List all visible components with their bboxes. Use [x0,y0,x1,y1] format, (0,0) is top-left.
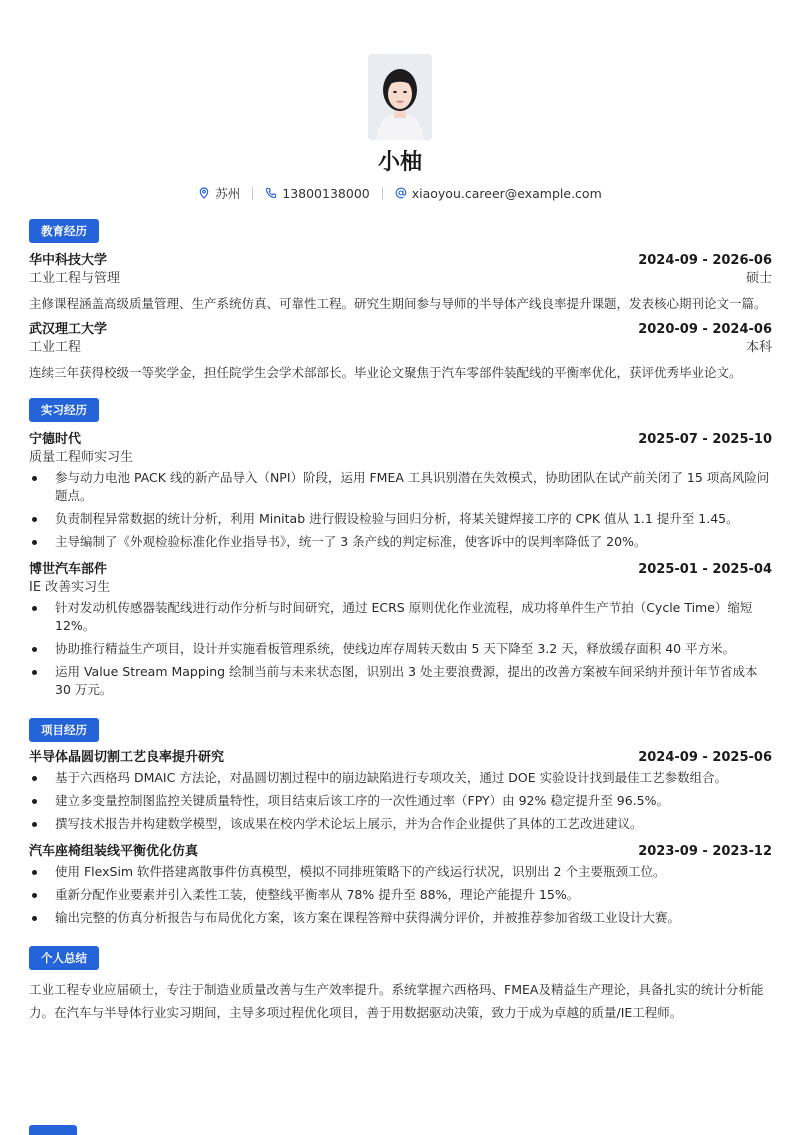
project-name: 汽车座椅组装线平衡优化仿真 [29,844,199,859]
location-icon [198,187,210,199]
education-row-sub [29,339,772,357]
project-bullets [29,863,772,927]
list-item: 输出完整的仿真分析报告与布局优化方案，该方案在课程答辩中获得满分评价，并被推荐参加省级工业设计大赛。 [29,909,772,927]
internship-period: 2025-07 - 2025-10 [638,432,772,447]
section-title-summary: 个人总结 [29,946,99,970]
project-row-main [29,749,772,767]
contact-line [0,184,800,202]
project-row-main [29,843,772,861]
education-entry [29,321,772,384]
education-row-sub [29,270,772,288]
internship-entry [29,561,772,699]
candidate-name: 小柚 [377,150,422,175]
contact-phone [253,186,381,201]
internship-row-main [29,561,772,579]
internship-row-main [29,431,772,449]
list-item: 主导编制了《外观检验标准化作业指导书》，统一了 3 条产线的判定标准，使客诉中的误判率降低了 20%。 [29,533,772,551]
internship-period: 2025-01 - 2025-04 [638,562,772,577]
resume-header [0,54,800,202]
internship-row-sub [29,579,772,597]
role: IE 改善实习生 [29,580,111,595]
education-section [29,219,772,384]
city-text: 苏州 [215,186,241,201]
role: 质量工程师实习生 [29,450,134,465]
education-period: 2020-09 - 2024-06 [638,322,772,337]
projects-section [29,718,772,927]
education-description: 主修课程涵盖高级质量管理、生产系统仿真、可靠性工程。研究生期间参与导师的半导体产线良率提升课题，发表核心期刊论文一篇。 [29,296,767,311]
company-name: 博世汽车部件 [29,562,108,577]
section-title-education: 教育经历 [29,219,99,243]
contact-city [186,184,252,202]
internship-section [29,398,772,699]
project-name: 半导体晶圆切割工艺良率提升研究 [29,750,225,765]
phone-icon [265,187,277,199]
list-item: 建立多变量控制图监控关键质量特性，项目结束后该工序的一次性通过率（FPY）由 92% 稳定提升至 96.5%。 [29,792,772,810]
list-item: 针对发动机传感器装配线进行动作分析与时间研究，通过 ECRS 原则优化作业流程，成功将单件生产节拍（Cycle Time）缩短 12%。 [29,599,772,635]
list-item: 负责制程异常数据的统计分析，利用 Minitab 进行假设检验与回归分析，将某关键焊接工序的 CPK 值从 1.1 提升至 1.45。 [29,510,772,528]
project-period: 2023-09 - 2023-12 [638,844,772,859]
education-row-main [29,321,772,339]
avatar [368,54,432,140]
list-item: 运用 Value Stream Mapping 绘制当前与未来状态图，识别出 3 处主要浪费源，提出的改善方案被车间采纳并预计年节省成本 30 万元。 [29,663,772,699]
degree: 硕士 [745,271,772,286]
project-entry [29,843,772,927]
education-row-main [29,252,772,270]
internship-entry [29,431,772,551]
list-item: 撰写技术报告并构建数学模型，该成果在校内学术论坛上展示，并为合作企业提供了具体的工艺改进建议。 [29,815,772,833]
list-item: 协助推行精益生产项目，设计并实施看板管理系统，使线边库存周转天数由 5 天下降至 3.2 天，释放缓存面积 40 平方米。 [29,640,772,658]
next-section-tag [29,1125,77,1135]
section-title-projects: 项目经历 [29,718,99,742]
contact-email [383,186,614,201]
section-title-internship: 实习经历 [29,398,99,422]
email-icon [395,187,407,199]
company-name: 宁德时代 [29,432,82,447]
resume-content [29,219,772,1024]
degree: 本科 [745,340,772,355]
list-item: 基于六西格玛 DMAIC 方法论，对晶圆切割过程中的崩边缺陷进行专项攻关，通过 DOE 实验设计找到最佳工艺参数组合。 [29,769,772,787]
major: 工业工程 [29,340,82,355]
education-entry [29,252,772,315]
internship-bullets [29,599,772,699]
list-item: 参与动力电池 PACK 线的新产品导入（NPI）阶段，运用 FMEA 工具识别潜在失效模式，协助团队在试产前关闭了 15 项高风险问题点。 [29,469,772,505]
summary-text: 工业工程专业应届硕士，专注于制造业质量改善与生产效率提升。系统掌握六西格玛、FMEA及精益生产理论，具备扎实的统计分析能力。在汽车与半导体行业实习期间，主导多项过程优化项目，善于用数据驱动决策，致力于成为卓越的质量/IE工程师。 [29,982,764,1020]
internship-bullets [29,469,772,551]
major: 工业工程与管理 [29,271,121,286]
education-description: 连续三年获得校级一等奖学金，担任院学生会学术部部长。毕业论文聚焦于汽车零部件装配线的平衡率优化，获评优秀毕业论文。 [29,365,742,380]
summary-section [29,946,772,1024]
school-name: 华中科技大学 [29,253,108,268]
school-name: 武汉理工大学 [29,322,108,337]
project-period: 2024-09 - 2025-06 [638,750,772,765]
education-period: 2024-09 - 2026-06 [638,253,772,268]
email-text: xiaoyou.career@example.com [411,185,602,201]
list-item: 使用 FlexSim 软件搭建离散事件仿真模型，模拟不同排班策略下的产线运行状况，识别出 2 个主要瓶颈工位。 [29,863,772,881]
internship-row-sub [29,449,772,467]
avatar-photo [368,54,432,140]
phone-text: 13800138000 [282,185,370,201]
project-bullets [29,769,772,833]
list-item: 重新分配作业要素并引入柔性工装，使整线平衡率从 78% 提升至 88%，理论产能提升 15%。 [29,886,772,904]
project-entry [29,749,772,833]
